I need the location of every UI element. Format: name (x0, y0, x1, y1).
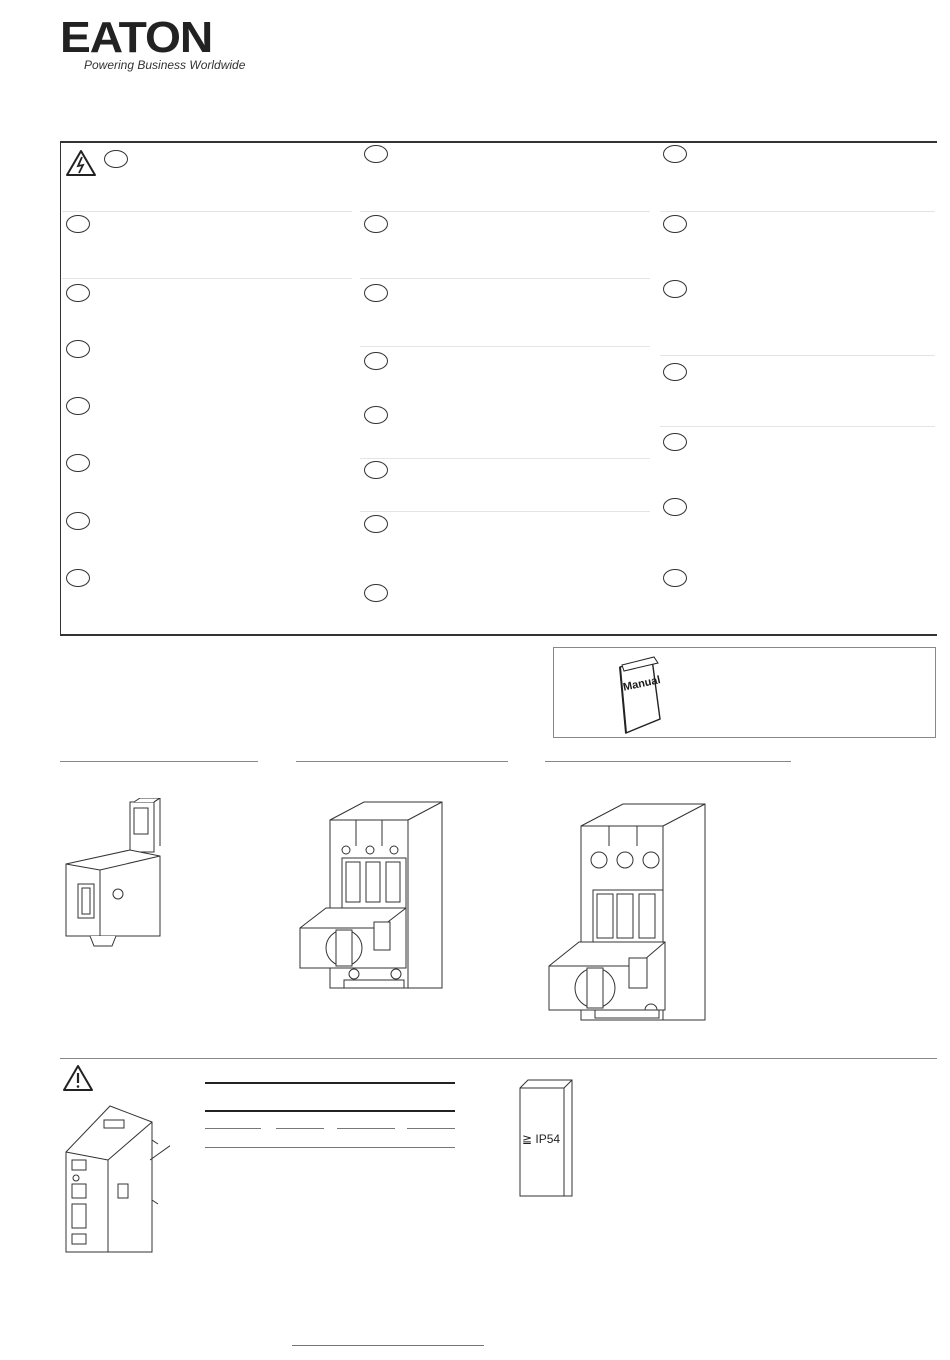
language-marker (364, 461, 388, 479)
row-separator (660, 211, 935, 212)
table-cell-rule (337, 1128, 395, 1129)
language-marker (663, 569, 687, 587)
language-marker (364, 515, 388, 533)
ip-rating-value: IP54 (535, 1132, 561, 1146)
language-marker (66, 569, 90, 587)
row-separator (62, 211, 352, 212)
language-marker (66, 397, 90, 415)
row-separator (62, 278, 352, 279)
language-marker (66, 340, 90, 358)
eaton-logo-wordmark: EATON (60, 13, 213, 62)
eaton-logo (60, 13, 250, 76)
language-marker (364, 284, 388, 302)
language-marker (66, 454, 90, 472)
language-marker (364, 584, 388, 602)
language-marker (364, 352, 388, 370)
row-separator (660, 355, 935, 356)
section-rule-2 (296, 761, 508, 762)
language-marker (663, 280, 687, 298)
table-cell-rule (276, 1128, 324, 1129)
eaton-logo-tagline: Powering Business Worldwide (84, 58, 246, 72)
communication-module-illustration (60, 798, 170, 948)
manual-label: Manual (622, 674, 662, 694)
row-separator (360, 278, 650, 279)
row-separator (660, 426, 935, 427)
language-marker (364, 145, 388, 163)
section-separator (60, 1058, 937, 1059)
language-instruction-box (60, 141, 937, 636)
ip-rating-label (522, 1132, 560, 1146)
warning-icon (62, 1064, 94, 1092)
row-separator (360, 511, 650, 512)
row-separator (360, 211, 650, 212)
row-separator (360, 346, 650, 347)
high-voltage-warning-icon (65, 149, 97, 177)
language-marker (663, 498, 687, 516)
table-cell-rule (407, 1128, 455, 1129)
language-marker (663, 363, 687, 381)
language-marker (66, 512, 90, 530)
language-marker (364, 406, 388, 424)
gateway-device-illustration (60, 1100, 170, 1260)
manual-book-icon (612, 655, 668, 737)
manual-reference-box (553, 647, 936, 738)
section-rule-3 (545, 761, 791, 762)
language-marker (104, 150, 128, 168)
motor-starter-illustration (296, 798, 456, 996)
language-marker (663, 215, 687, 233)
language-marker (364, 215, 388, 233)
section-rule-1 (60, 761, 258, 762)
motor-starter-large-illustration (545, 798, 715, 1026)
footer-link-underline[interactable] (292, 1345, 484, 1346)
table-cell-rule (205, 1128, 261, 1129)
language-marker (66, 284, 90, 302)
table-bottom-rule (205, 1147, 455, 1148)
row-separator (360, 458, 650, 459)
language-marker (663, 145, 687, 163)
language-marker (663, 433, 687, 451)
table-top-rule (205, 1082, 455, 1084)
table-header-rule (205, 1110, 455, 1112)
language-marker (66, 215, 90, 233)
greater-equal-symbol: ≧ (522, 1132, 533, 1146)
